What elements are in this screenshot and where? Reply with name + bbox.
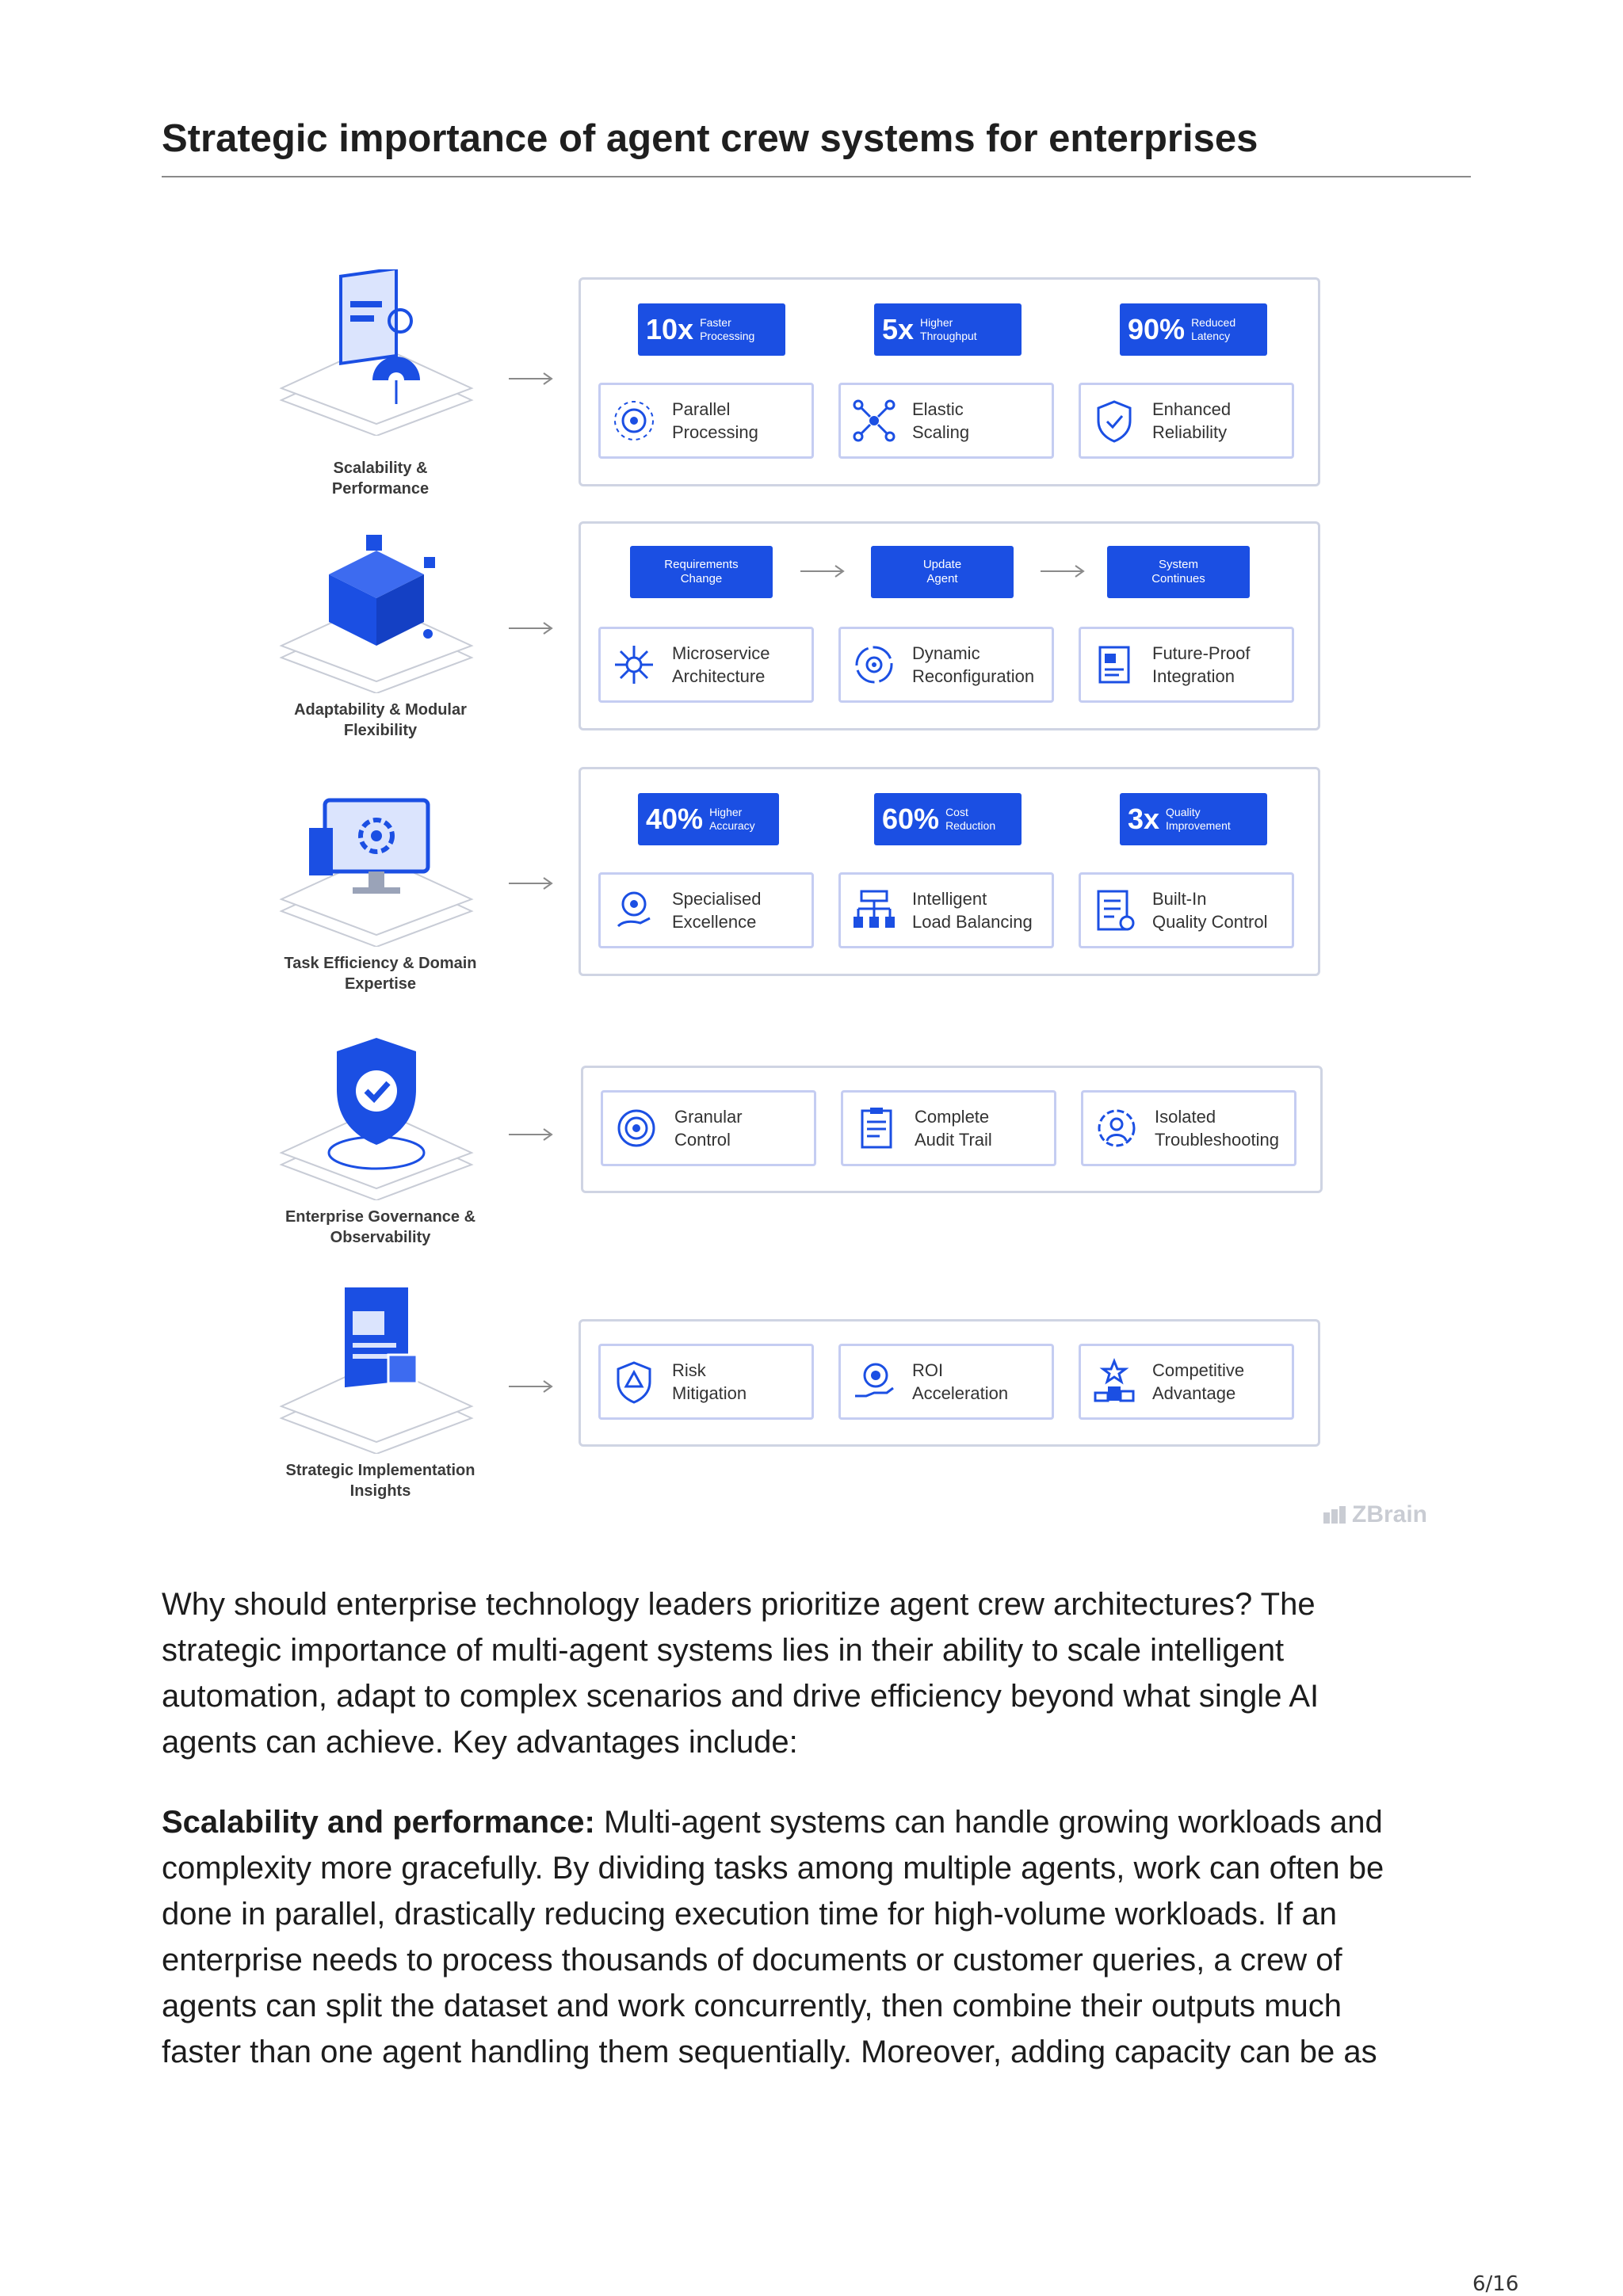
feature-label: [674, 1105, 743, 1151]
paragraph-line: strategic importance of multi-agent systems lies in their ability to scale intelligent: [162, 1633, 1285, 1668]
panel-governance: [581, 1066, 1323, 1193]
pillar-label-line: Scalability &: [333, 460, 428, 477]
pillar-label-line: Task Efficiency & Domain: [284, 955, 477, 972]
feature-label-line: Specialised: [672, 889, 762, 909]
feature-card: [838, 627, 1054, 703]
feature-label-line: Risk: [672, 1360, 706, 1380]
feature-label: [672, 1359, 747, 1405]
pillar-label-line: Adaptability & Modular: [294, 701, 467, 719]
feature-label-line: Integration: [1152, 666, 1235, 686]
feature-label-line: Competitive: [1152, 1360, 1245, 1380]
arrow-right-icon: [507, 1379, 555, 1394]
step-label-line: Agent: [926, 572, 958, 585]
feature-label: [912, 398, 969, 444]
scalability-paragraph: [162, 1799, 1469, 2075]
paragraph-line: enterprise needs to process thousands of documents or customer queries, a crew of: [162, 1943, 1342, 1978]
paragraph-line: agents can split the dataset and work concurrently, then combine their outputs much: [162, 1989, 1342, 2023]
metric-caption-line: Processing: [700, 330, 755, 342]
feature-label-line: Built-In: [1152, 889, 1207, 909]
feature-label-line: Intelligent: [912, 889, 987, 909]
clipboard-icon: [853, 1104, 900, 1152]
pillar-label-line: Insights: [349, 1482, 411, 1500]
feature-label: [1152, 1359, 1244, 1405]
feature-label-line: Dynamic: [912, 643, 980, 663]
feature-card: [1079, 872, 1294, 948]
feature-label-line: Troubleshooting: [1155, 1130, 1279, 1150]
metric-value: 3x: [1128, 803, 1160, 835]
feature-card: [598, 1344, 814, 1420]
metric-value: 40%: [646, 803, 704, 835]
feature-label: [672, 887, 762, 933]
title-divider: [162, 176, 1471, 177]
metric-caption: [1191, 316, 1235, 343]
feature-card: [1081, 1090, 1296, 1166]
paragraph-line: complexity more gracefully. By dividing tasks among multiple agents, work can often be: [162, 1851, 1384, 1886]
step-label-line: Update: [922, 558, 962, 571]
metric-value: 90%: [1128, 313, 1186, 345]
feature-card: [1079, 627, 1294, 703]
pillar-label: [262, 1207, 499, 1248]
zbrain-logo-icon: [1323, 1506, 1346, 1524]
panel-adaptability: [579, 521, 1320, 730]
feature-label-line: Load Balancing: [912, 912, 1033, 932]
shield-icon: [1090, 397, 1138, 444]
feature-label-line: Microservice: [672, 643, 770, 663]
step-box: [630, 546, 773, 598]
coin-hand-icon: [850, 1358, 898, 1405]
step-box: [1107, 546, 1250, 598]
pillar-label: [262, 1460, 499, 1501]
step-label-line: Change: [680, 572, 723, 585]
paragraph-line: faster than one agent handling them sequentially. Moreover, adding capacity can be as: [162, 2035, 1377, 2069]
hub-icon: [610, 641, 658, 688]
feature-label: [672, 642, 769, 688]
feature-label-line: Complete: [915, 1107, 990, 1127]
page-number: 6/16: [1472, 2272, 1519, 2296]
metric-caption-line: Reduced: [1191, 316, 1236, 329]
feature-label-line: Enhanced: [1152, 399, 1232, 419]
panel-task-efficiency: [579, 767, 1320, 976]
feature-label-line: Control: [674, 1130, 731, 1150]
target-hand-icon: [610, 887, 658, 934]
metric-badge: [638, 793, 779, 845]
metric-caption: [945, 806, 995, 833]
metric-badge: [1120, 303, 1267, 356]
step-label-line: Requirements: [664, 558, 739, 571]
pillar-label-line: Strategic Implementation: [285, 1462, 475, 1479]
pillar-label-line: Enterprise Governance &: [285, 1208, 476, 1226]
feature-label: [672, 398, 758, 444]
panel-strategic: [579, 1319, 1320, 1447]
feature-label-line: Parallel: [672, 399, 731, 419]
brand-watermark: [1323, 1501, 1427, 1528]
feature-label: [915, 1105, 992, 1151]
feature-card: [841, 1090, 1056, 1166]
feature-label-line: Architecture: [672, 666, 766, 686]
feature-card: [598, 627, 814, 703]
metric-caption-line: Higher: [709, 806, 743, 818]
feature-card: [1079, 383, 1294, 459]
metric-caption-line: Quality: [1166, 806, 1201, 818]
feature-card: [598, 872, 814, 948]
metric-caption: [700, 316, 754, 343]
pillar-label: [262, 700, 499, 741]
feature-label-line: Isolated: [1155, 1107, 1216, 1127]
feature-label-line: ROI: [912, 1360, 944, 1380]
feature-label-line: Acceleration: [912, 1383, 1009, 1403]
feature-label: [1152, 642, 1251, 688]
metric-caption: [709, 806, 755, 833]
pillar-label: [262, 458, 499, 499]
feature-label: [1152, 398, 1231, 444]
hierarchy-icon: [850, 887, 898, 934]
intro-paragraph: [162, 1581, 1469, 1765]
checklist-icon: [1090, 887, 1138, 934]
feature-card: [838, 1344, 1054, 1420]
feature-card: [838, 383, 1054, 459]
document-gauge-icon: [277, 269, 475, 436]
step-label-line: Continues: [1151, 572, 1205, 585]
layers-icon: [1090, 641, 1138, 688]
feature-label-line: Audit Trail: [915, 1130, 992, 1150]
podium-star-icon: [1090, 1358, 1138, 1405]
monitor-gear-icon: [277, 780, 475, 947]
paragraph-lead: Scalability and performance:: [162, 1805, 595, 1840]
cycle-gear-icon: [850, 641, 898, 688]
feature-label: [912, 642, 1034, 688]
gear-person-icon: [1093, 1104, 1140, 1152]
paragraph-line: automation, adapt to complex scenarios and drive efficiency beyond what single AI: [162, 1679, 1319, 1714]
step-label-line: System: [1158, 558, 1198, 571]
arrow-right-icon: [1039, 563, 1086, 579]
feature-label-line: Reliability: [1152, 422, 1228, 442]
metric-badge: [1120, 793, 1267, 845]
feature-label-line: Advantage: [1152, 1383, 1236, 1403]
metric-caption-line: Latency: [1191, 330, 1231, 342]
feature-label-line: Quality Control: [1152, 912, 1268, 932]
feature-card: [598, 383, 814, 459]
feature-label-line: Processing: [672, 422, 758, 442]
pillar-label-line: Expertise: [344, 975, 417, 993]
target-icon: [613, 1104, 660, 1152]
cube-stack-icon: [277, 527, 475, 693]
feature-label-line: Scaling: [912, 422, 970, 442]
feature-label-line: Mitigation: [672, 1383, 747, 1403]
metric-caption: [920, 316, 977, 343]
feature-label: [1152, 887, 1268, 933]
brand-name: ZBrain: [1352, 1501, 1428, 1527]
nodes-icon: [850, 397, 898, 444]
arrow-right-icon: [507, 371, 555, 387]
metric-caption-line: Improvement: [1166, 819, 1231, 832]
pillar-label-line: Performance: [331, 480, 430, 498]
feature-label: [912, 887, 1033, 933]
shield-alert-icon: [610, 1358, 658, 1405]
pillar-label-line: Observability: [330, 1229, 431, 1246]
infographic: [262, 269, 1474, 1537]
arrow-right-icon: [799, 563, 846, 579]
paragraph-text: Multi-agent systems can handle growing workloads and: [594, 1805, 1383, 1840]
report-chart-icon: [277, 1287, 475, 1454]
step-box: [871, 546, 1014, 598]
metric-caption-line: Throughput: [920, 330, 977, 342]
feature-label-line: Future-Proof: [1152, 643, 1251, 663]
gear-network-icon: [610, 397, 658, 444]
page-title: Strategic importance of agent crew systems for enterprises: [162, 117, 1258, 160]
metric-value: 5x: [882, 313, 915, 345]
metric-badge: [638, 303, 785, 356]
metric-caption-line: Accuracy: [709, 819, 755, 832]
metric-caption: [1166, 806, 1231, 833]
metric-badge: [874, 303, 1022, 356]
feature-label: [1155, 1105, 1279, 1151]
feature-card: [1079, 1344, 1294, 1420]
paragraph-line: done in parallel, drastically reducing execution time for high-volume workloads. If an: [162, 1897, 1337, 1932]
metric-caption-line: Higher: [920, 316, 953, 329]
feature-card: [601, 1090, 816, 1166]
panel-scalability: [579, 277, 1320, 486]
feature-label-line: Excellence: [672, 912, 757, 932]
paragraph-line: agents can achieve. Key advantages include:: [162, 1725, 798, 1760]
metric-caption-line: Faster: [700, 316, 731, 329]
shield-check-icon: [277, 1034, 475, 1200]
metric-value: 10x: [646, 313, 694, 345]
paragraph-line: Why should enterprise technology leaders prioritize agent crew architectures? The: [162, 1587, 1316, 1622]
feature-label-line: Reconfiguration: [912, 666, 1035, 686]
feature-card: [838, 872, 1054, 948]
paragraph-line: [162, 1799, 1469, 1845]
pillar-label: [262, 953, 499, 994]
feature-label: [912, 1359, 1008, 1405]
feature-label-line: Elastic: [912, 399, 964, 419]
arrow-right-icon: [507, 620, 555, 636]
feature-label-line: Granular: [674, 1107, 743, 1127]
metric-value: 60%: [882, 803, 940, 835]
metric-caption-line: Reduction: [945, 819, 996, 832]
metric-caption-line: Cost: [945, 806, 968, 818]
arrow-right-icon: [507, 1127, 555, 1142]
arrow-right-icon: [507, 875, 555, 891]
pillar-label-line: Flexibility: [343, 722, 418, 739]
metric-badge: [874, 793, 1022, 845]
